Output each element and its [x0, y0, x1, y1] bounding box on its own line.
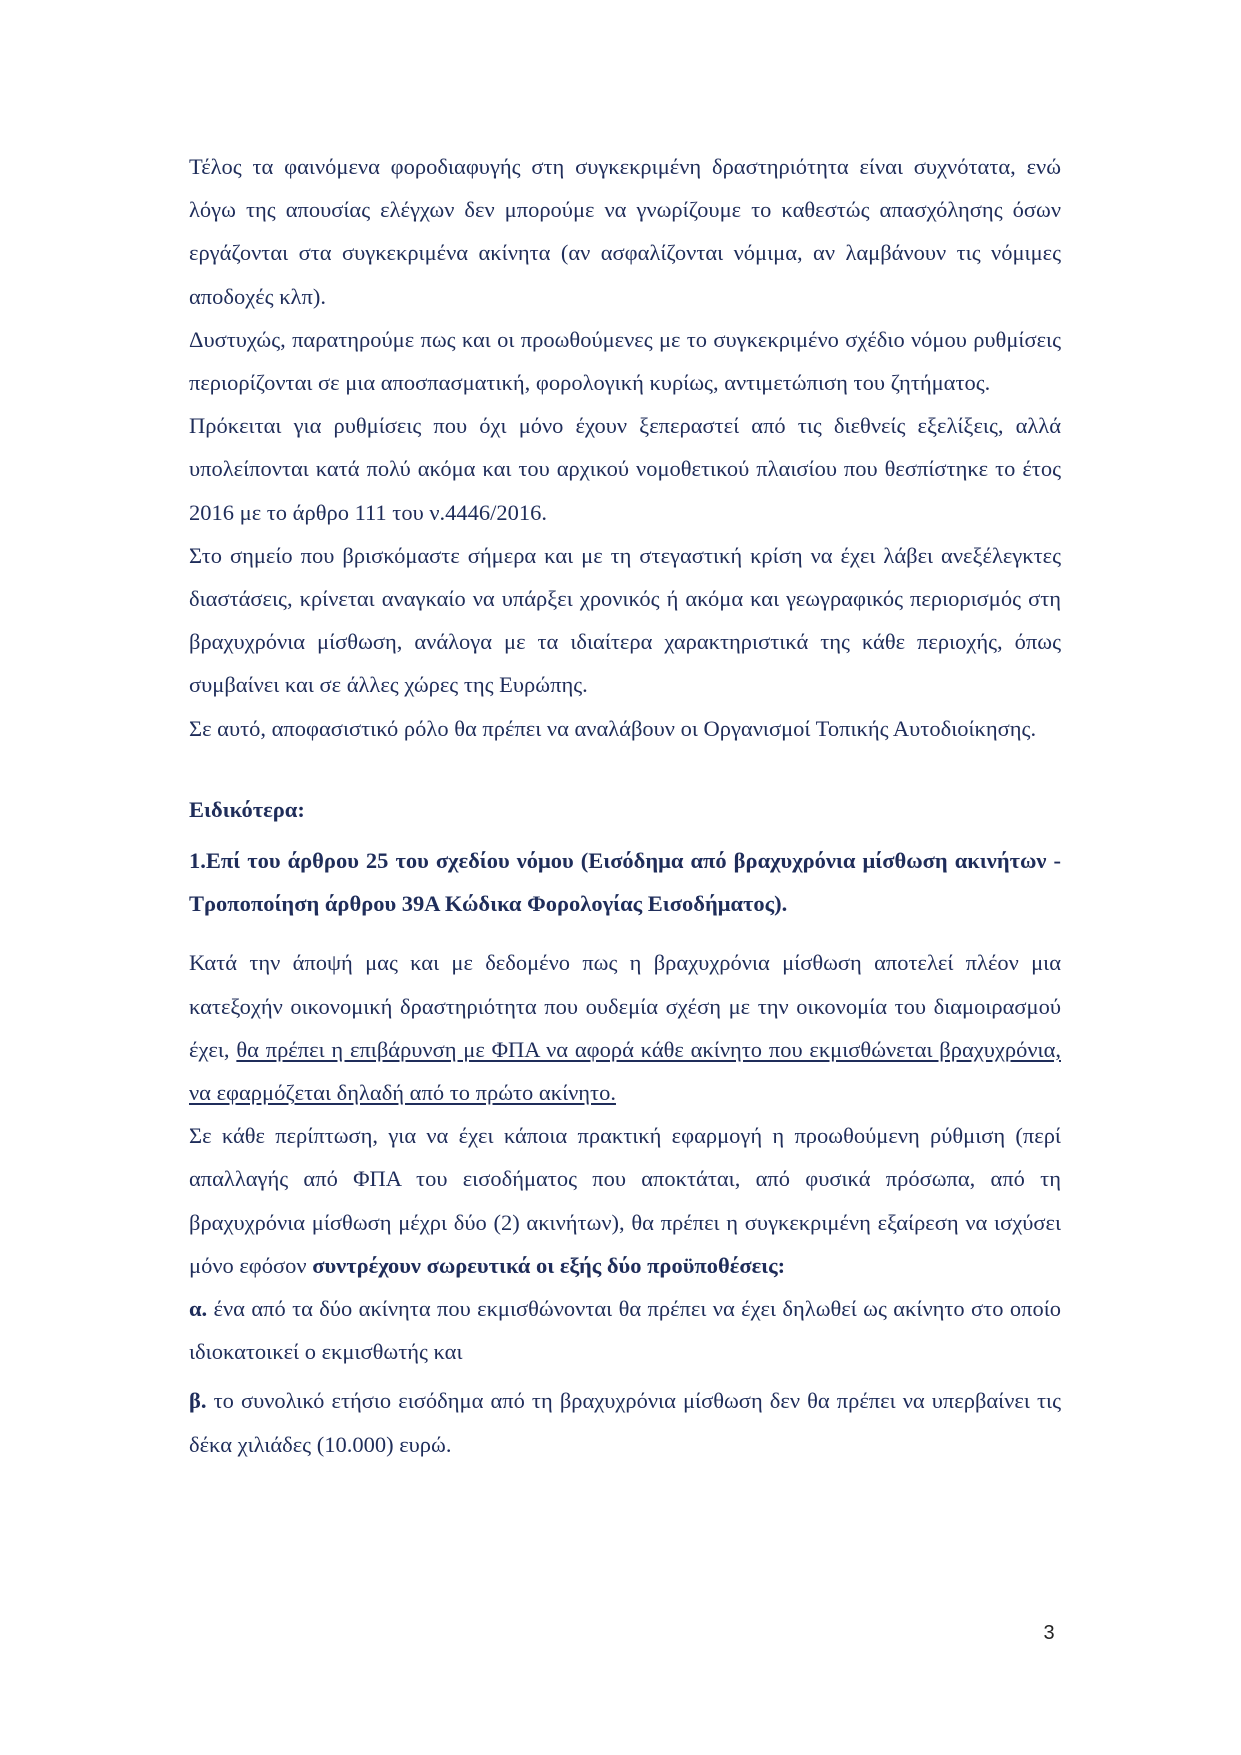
condition-a-text: ένα από τα δύο ακίνητα που εκμισθώνονται θα πρέπει να έχει δηλωθεί ως ακίνητο στο οποίο ιδιοκατοικεί ο εκμισθωτής και — [189, 1296, 1061, 1365]
paragraph-tax-evasion: Τέλος τα φαινόμενα φοροδιαφυγής στη συγκεκριμένη δραστηριότητα είναι συχνότατα, ενώ λόγω της απουσίας ελέγχων δεν μπορούμε να γνωρίζουμε το καθεστώς απασχόλησης όσων εργάζονται στα συγκεκριμένα ακίνητα (αν ασφαλίζονται νόμιμα, αν λαμβάνουν τις νόμιμες αποδοχές κλπ). — [189, 154, 1061, 309]
paragraph-housing-crisis: Στο σημείο που βρισκόμαστε σήμερα και με τη στεγαστική κρίση να έχει λάβει ανεξέλεγκτες διαστάσεις, κρίνεται αναγκαίο να υπάρξει χρονικός ή ακόμα και γεωγραφικός περιορισμός στη βραχυχρόνια μίσθωση, ανάλογα με τα ιδιαίτερα χαρακτηριστικά της κάθε περιοχής, όπως συμβαίνει και σε άλλες χώρες της Ευρώπης. — [189, 542, 1061, 698]
paragraph-exemption-text: Σε κάθε περίπτωση, για να έχει κάποια πρακτική εφαρμογή η προωθούμενη ρύθμιση (περί απαλλαγής από ΦΠΑ του εισοδήματος που αποκτάται, από φυσικά πρόσωπα, από τη βραχυχρόνια μίσθωση μέχρι δύο (2) ακινήτων), θα πρέπει η συγκεκριμένη εξαίρεση να ισχύσει μόνο εφόσον — [189, 1123, 1061, 1278]
paragraph-exemption-conditions — [189, 1114, 1061, 1287]
page-number: 3 — [1043, 1622, 1055, 1644]
paragraph-vat-intro: Κατά την άποψή μας και με δεδομένο πως η βραχυχρόνια μίσθωση αποτελεί πλέον μια κατεξοχήν οικονομική δραστηριότητα που ουδεμία σχέση με την οικονομία του διαμοιρασμού έχει, — [189, 950, 1061, 1062]
condition-a-marker: α. — [189, 1296, 208, 1322]
paragraph-vat-underlined: θα πρέπει η επιβάρυνση με ΦΠΑ να αφορά κάθε ακίνητο που εκμισθώνεται βραχυχρόνια, να εφαρμόζεται δηλαδή από το πρώτο ακίνητο. — [189, 1036, 1061, 1106]
section-heading: Ειδικότερα: — [189, 796, 305, 822]
condition-b-text: το συνολικό ετήσιο εισόδημα από τη βραχυχρόνια μίσθωση δεν θα πρέπει να υπερβαίνει τις δέκα χιλιάδες (10.000) ευρώ. — [189, 1388, 1061, 1457]
condition-b-marker: β. — [189, 1388, 207, 1414]
article-heading: 1.Επί του άρθρου 25 του σχεδίου νόμου (Εισόδημα από βραχυχρόνια μίσθωση ακινήτων - Τροποποίηση άρθρου 39Α Κώδικα Φορολογίας Εισοδήματος). — [189, 848, 1061, 917]
condition-b — [189, 1379, 1061, 1465]
paragraph-vat-proposal — [189, 941, 1061, 1114]
paragraph-outdated-regulations: Πρόκειται για ρυθμίσεις που όχι μόνο έχουν ξεπεραστεί από τις διεθνείς εξελίξεις, αλλά υπολείπονται κατά πολύ ακόμα και του αρχικού νομοθετικού πλαισίου που θεσπίστηκε το έτος 2016 με το άρθρο 111 του ν.4446/2016. — [189, 413, 1061, 525]
condition-a — [189, 1287, 1061, 1373]
paragraph-exemption-bold: συντρέχουν σωρευτικά οι εξής δύο προϋποθέσεις: — [312, 1252, 786, 1278]
paragraph-regulations-limited: Δυστυχώς, παρατηρούμε πως και οι προωθούμενες με το συγκεκριμένο σχέδιο νόμου ρυθμίσεις περιορίζονται σε μια αποσπασματική, φορολογική κυρίως, αντιμετώπιση του ζητήματος. — [189, 326, 1061, 396]
document-body — [189, 145, 1061, 1466]
paragraph-local-authorities: Σε αυτό, αποφασιστικό ρόλο θα πρέπει να αναλάβουν οι Οργανισμοί Τοπικής Αυτοδιοίκησης. — [189, 715, 1037, 741]
